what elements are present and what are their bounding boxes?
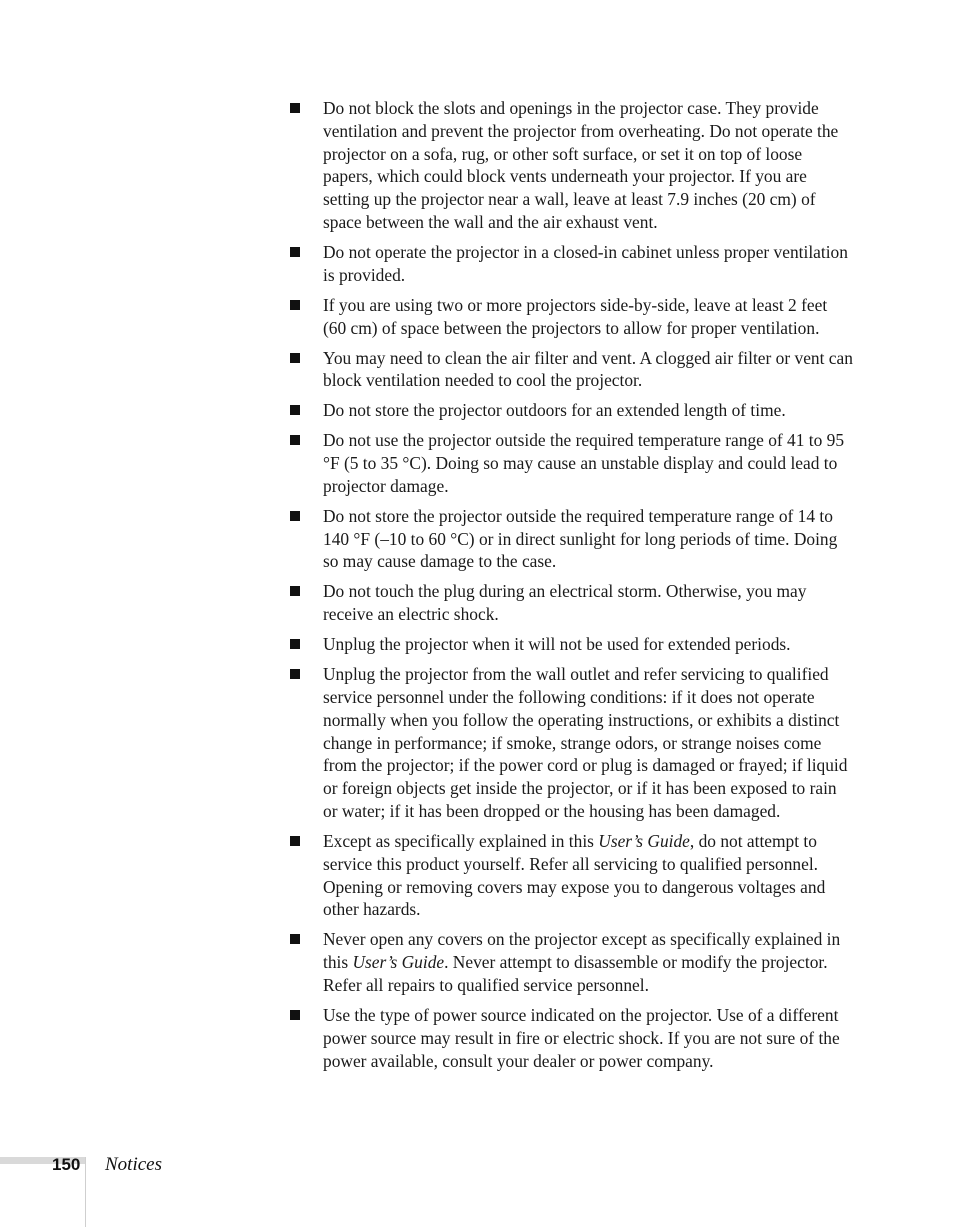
list-item: [288, 294, 854, 340]
list-item-text: Do not use the projector outside the required temperature range of 41 to 95 °F (5 to 35 °C). Doing so may cause an unstable display and could lead to projector damage.: [323, 430, 845, 496]
list-item-text: Do not block the slots and openings in the projector case. They provide ventilation and prevent the projector from overheating. Do not operate the projector on a sofa, rug, or other soft surface, or set it on top of loose papers, which could block vents underneath your projector. If you are setting up the projector near a wall, leave at least 7.9 inches (20 cm) of space between the wall and the air exhaust vent.: [323, 98, 839, 232]
square-bullet-icon: [290, 511, 300, 521]
notices-content: [288, 97, 854, 1080]
square-bullet-icon: [290, 639, 300, 649]
list-item: [288, 928, 854, 996]
list-item: [288, 580, 854, 626]
text-run: , do not attempt to service this product yourself. Refer all servicing to qualified personnel. Opening or removing covers may expose you to dangerous voltages and other hazards.: [323, 830, 826, 920]
square-bullet-icon: [290, 103, 300, 113]
square-bullet-icon: [290, 669, 300, 679]
list-item-text: [323, 831, 825, 919]
page-number: 150: [52, 1155, 81, 1174]
square-bullet-icon: [290, 247, 300, 257]
list-item-text: Do not touch the plug during an electrical storm. Otherwise, you may receive an electric shock.: [323, 581, 807, 625]
safety-instructions-list: [288, 97, 854, 1072]
list-item: [288, 505, 854, 573]
list-item-text: You may need to clean the air filter and vent. A clogged air filter or vent can block ventilation needed to cool the projector.: [323, 347, 853, 391]
list-item: [288, 399, 854, 422]
list-item-text: [323, 929, 840, 995]
section-title: Notices: [105, 1154, 162, 1175]
list-item: [288, 633, 854, 656]
list-item-text: Do not store the projector outdoors for an extended length of time.: [323, 400, 786, 421]
square-bullet-icon: [290, 934, 300, 944]
square-bullet-icon: [290, 435, 300, 445]
square-bullet-icon: [290, 586, 300, 596]
list-item: [288, 347, 854, 393]
text-run: . Never attempt to disassemble or modify the projector. Refer all repairs to qualified service personnel.: [323, 952, 828, 995]
text-run: Except as specifically explained in this: [323, 830, 599, 851]
list-item: [288, 830, 854, 921]
list-item-text: Do not operate the projector in a closed-in cabinet unless proper ventilation is provided.: [323, 241, 848, 285]
list-item-text: Unplug the projector from the wall outlet and refer servicing to qualified service personnel under the following conditions: if it does not operate normally when you follow the operating instructions, or exhibits a distinct change in performance; if smoke, strange odors, or strange noises come from the projector; if the power cord or plug is damaged or frayed; if liquid or foreign objects get inside the projector, or if it has been exposed to rain or water; if it has been dropped or the housing has been damaged.: [323, 664, 848, 821]
list-item-text: Use the type of power source indicated on the projector. Use of a different power source may result in fire or electric shock. If you are not sure of the power available, consult your dealer or power company.: [323, 1004, 840, 1071]
guide-title: User’s Guide: [598, 830, 690, 851]
footer-divider: [85, 1157, 86, 1227]
list-item-text: If you are using two or more projectors side-by-side, leave at least 2 feet (60 cm) of space between the projectors to allow for proper ventilation.: [323, 294, 828, 338]
list-item: [288, 663, 854, 823]
guide-title: User’s Guide: [352, 952, 445, 973]
list-item: [288, 241, 854, 287]
square-bullet-icon: [290, 836, 300, 846]
list-item-text: Unplug the projector when it will not be used for extended periods.: [323, 634, 791, 655]
list-item: [288, 429, 854, 497]
square-bullet-icon: [290, 300, 300, 310]
list-item: [288, 1004, 854, 1072]
square-bullet-icon: [290, 353, 300, 363]
list-item-text: Do not store the projector outside the required temperature range of 14 to 140 °F (–10 to 60 °C) or in direct sunlight for long periods of time. Doing so may cause damage to the case.: [323, 505, 838, 572]
list-item: [288, 97, 854, 234]
square-bullet-icon: [290, 1010, 300, 1020]
text-run: Never open any covers on the projector except as specifically explained in this: [323, 929, 841, 973]
square-bullet-icon: [290, 405, 300, 415]
